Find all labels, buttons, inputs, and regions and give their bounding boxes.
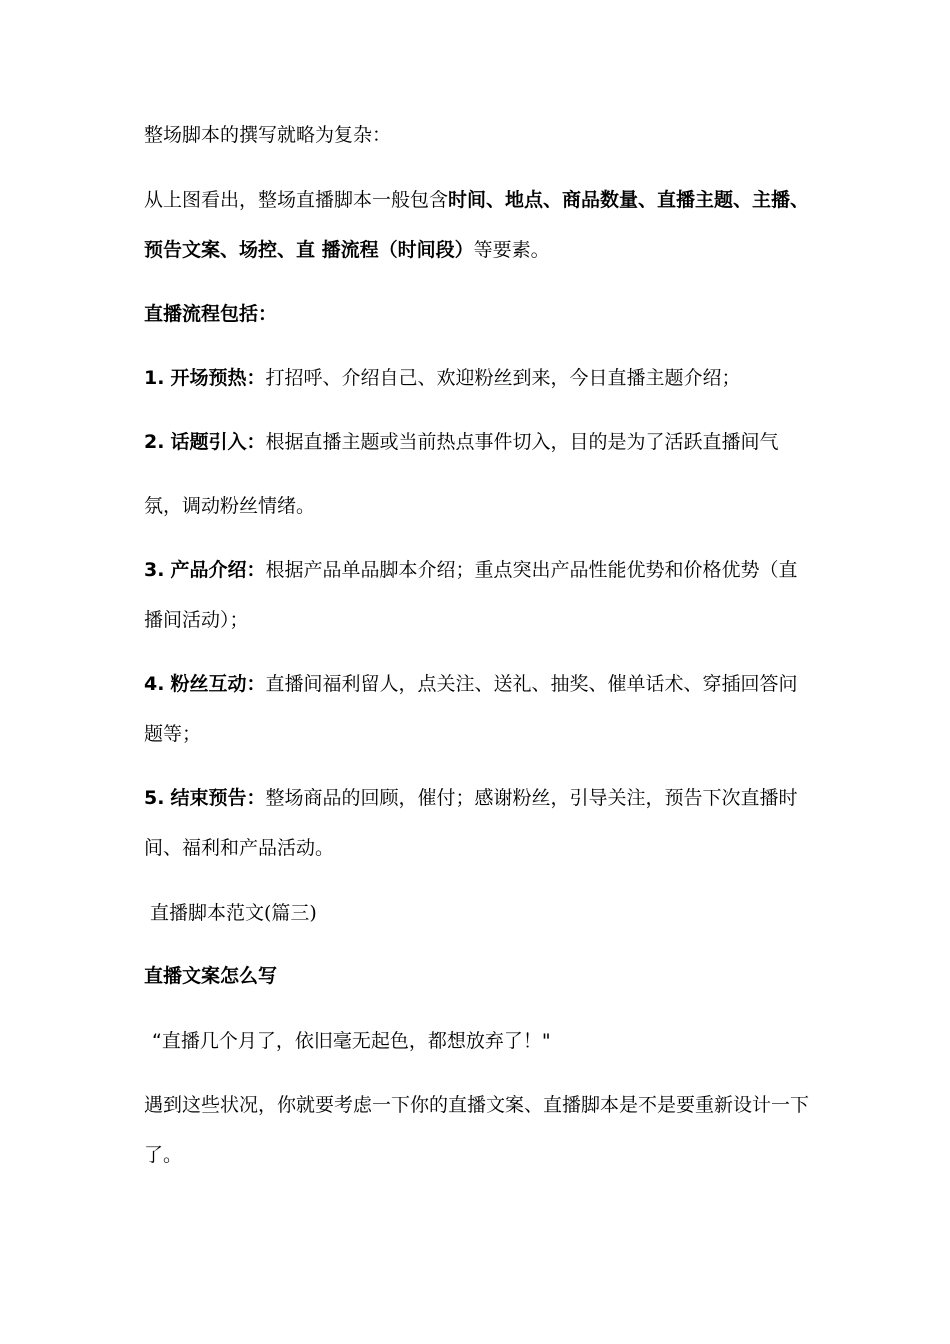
step-title: 开场预热： [170, 367, 266, 389]
summary-bold-2: 预告文案、场控、直 播流程（时间段） [144, 239, 474, 261]
summary-suffix: 等要素。 [473, 239, 550, 261]
section-title: 直播脚本范文(篇三) [150, 902, 317, 924]
step-number: 1. [144, 367, 165, 389]
step-text: 整场商品的回顾，催付；感谢粉丝，引导关注，预告下次直播时 [265, 787, 798, 809]
closing-line-1: 遇到这些状况，你就要考虑一下你的直播文案、直播脚本是不是要重新设计一下 [144, 1094, 810, 1116]
step-3 [144, 557, 798, 583]
step-number: 5. [144, 787, 165, 809]
step-title: 结束预告： [170, 787, 266, 809]
step-number: 4. [144, 673, 165, 695]
step-3-continued: 播间活动）； [144, 609, 249, 631]
step-5 [144, 785, 798, 811]
step-number: 2. [144, 431, 165, 453]
step-text: 直播间福利留人，点关注、送礼、抽奖、催单话术、穿插回答问 [265, 673, 798, 695]
process-heading: 直播流程包括： [144, 303, 278, 325]
summary-bold-1: 时间、地点、商品数量、直播主题、主播、 [448, 189, 810, 211]
quote-text: “直播几个月了，依旧毫无起色，都想放弃了！" [152, 1030, 551, 1052]
step-1 [144, 365, 741, 391]
step-title: 粉丝互动： [170, 673, 266, 695]
step-2 [144, 429, 779, 455]
step-text: 根据产品单品脚本介绍；重点突出产品性能优势和价格优势（直 [265, 559, 798, 581]
summary-prefix: 从上图看出，整场直播脚本一般包含 [144, 189, 449, 211]
summary-line-2 [144, 237, 550, 263]
step-title: 话题引入： [170, 431, 266, 453]
step-text: 根据直播主题或当前热点事件切入，目的是为了活跃直播间气 [265, 431, 779, 453]
step-4 [144, 671, 798, 697]
step-4-continued: 题等； [144, 723, 202, 745]
step-5-continued: 间、福利和产品活动。 [144, 837, 335, 859]
step-2-continued: 氛，调动粉丝情绪。 [144, 495, 316, 517]
summary-line-1 [144, 187, 809, 213]
copy-heading: 直播文案怎么写 [144, 965, 278, 987]
step-text: 打招呼、介绍自己、欢迎粉丝到来，今日直播主题介绍； [265, 367, 741, 389]
step-number: 3. [144, 559, 165, 581]
closing-line-2: 了。 [144, 1144, 183, 1166]
step-title: 产品介绍： [170, 559, 266, 581]
intro-text: 整场脚本的撰写就略为复杂： [144, 124, 392, 146]
